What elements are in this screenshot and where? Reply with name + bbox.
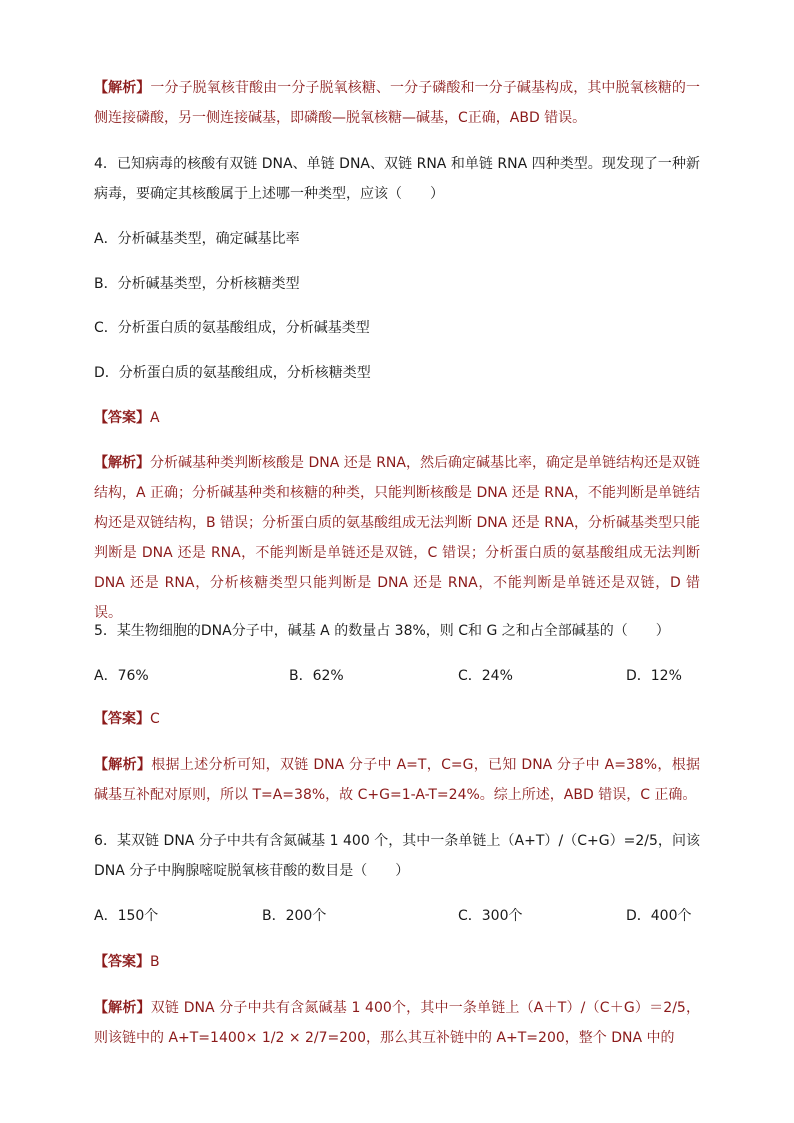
q4-option-d: D．分析蛋白质的氨基酸组成，分析核糖类型 [94,365,371,381]
q5-option-c: C．24% [458,668,513,684]
question-5-stem: 5．某生物细胞的DNA分子中，碱基 A 的数量占 38%，则 C和 G 之和占全部碱基的（ ） [94,623,670,639]
q4-option-a: A．分析碱基类型，确定碱基比率 [94,231,300,247]
analysis-text: 分析碱基种类判断核酸是 DNA 还是 RNA，然后确定碱基比率，确定是单链结构还是双链结构，A 正确；分析碱基种类和核糖的种类，只能判断核酸是 DNA 还是 RNA，不能判断是单链结构还是双链结构，B 错误；分析蛋白质的氨基酸组成无法判断 DNA 还是 RNA，分析碱基类型只能判断是 DNA 还是 RNA，不能判断是单链还是双链，C 错误；分析蛋白质的氨基酸组成无法判断 DNA 还是 RNA，分析核糖类型只能判断是 DNA 还是 RNA，不能判断是单链还是双链，D 错误。 [94,455,701,621]
q5-answer [94,704,700,734]
q6-option-d: D．400个 [626,908,692,924]
q4-answer [94,403,700,433]
q4-analysis [94,448,700,628]
q5-option-a: A．76% [94,668,149,684]
question-6-stem: 6．某双链 DNA 分子中共有含氮碱基 1 400 个，其中一条单链上（A+T）/（C+G）=2/5，问该 DNA 分子中胸腺嘧啶脱氧核苷酸的数目是（ ） [94,833,700,879]
prev-analysis [94,73,700,133]
q5-option-b: B．62% [289,668,344,684]
analysis-label: 【解析】 [94,757,152,773]
analysis-label: 【解析】 [94,1000,151,1016]
answer-value: A [150,410,160,426]
analysis-text: 根据上述分析可知，双链 DNA 分子中 A=T，C=G，已知 DNA 分子中 A=38%，根据碱基互补配对原则，所以 T=A=38%，故 C+G=1-A-T=24%。综上所述，ABD 错误，C 正确。 [94,757,701,803]
answer-label: 【答案】 [94,954,150,970]
q5-option-d: D．12% [626,668,682,684]
analysis-text: 双链 DNA 分子中共有含氮碱基 1 400个，其中一条单链上（A＋T）/（C＋G）＝2/5，则该链中的 A+T=1400× 1/2 × 2/7=200，那么其互补链中的 A+T=200，整个 DNA 中的 [94,1000,701,1046]
q6-analysis [94,993,700,1053]
q6-option-a: A．150个 [94,908,159,924]
q4-option-c: C．分析蛋白质的氨基酸组成，分析碱基类型 [94,320,370,336]
analysis-label: 【解析】 [94,455,151,471]
answer-label: 【答案】 [94,711,150,727]
q6-option-c: C．300个 [458,908,523,924]
q6-option-b: B．200个 [262,908,327,924]
q5-analysis [94,750,700,810]
answer-value: B [150,954,160,970]
analysis-label: 【解析】 [94,80,151,96]
answer-value: C [150,711,160,727]
analysis-text: 一分子脱氧核苷酸由一分子脱氧核糖、一分子磷酸和一分子碱基构成，其中脱氧核糖的一侧连接磷酸，另一侧连接碱基，即磷酸—脱氧核糖—碱基，C正确，ABD 错误。 [94,80,701,126]
q6-answer [94,947,700,977]
answer-label: 【答案】 [94,410,150,426]
question-4-stem: 4．已知病毒的核酸有双链 DNA、单链 DNA、双链 RNA 和单链 RNA 四种类型。现发现了一种新病毒，要确定其核酸属于上述哪一种类型，应该（ ） [94,156,700,202]
q4-option-b: B．分析碱基类型，分析核糖类型 [94,276,300,292]
